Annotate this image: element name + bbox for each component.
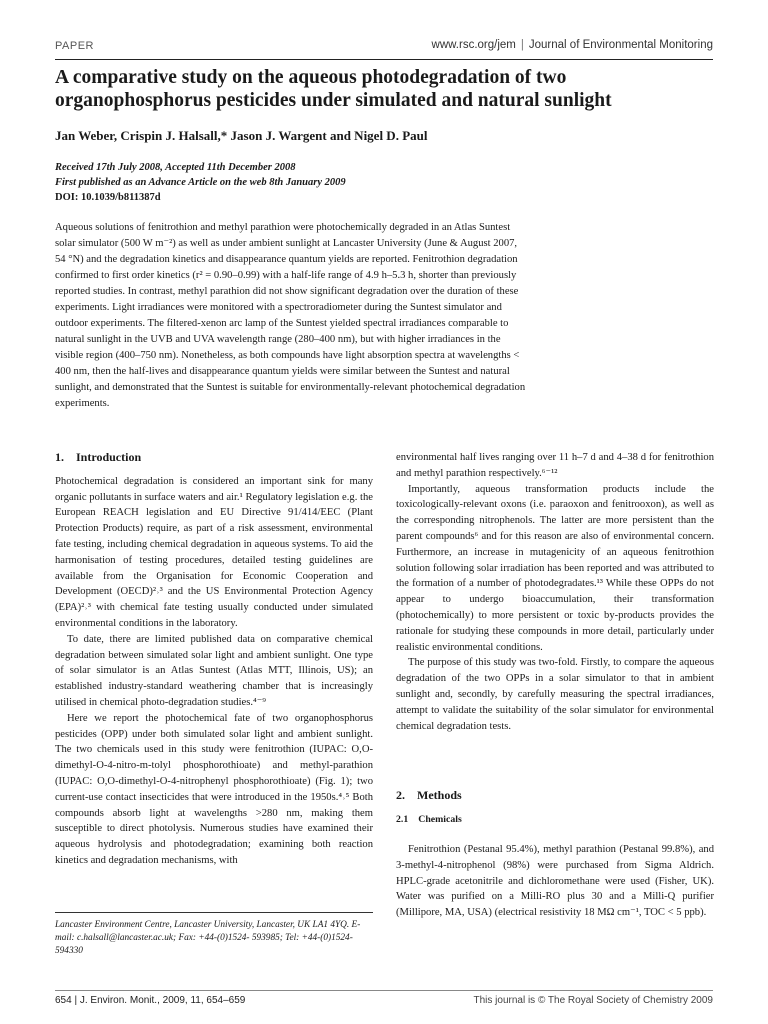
section-heading-introduction bbox=[55, 450, 373, 466]
journal-header bbox=[432, 39, 713, 51]
intro-paragraph-6: The purpose of this study was two-fold. Firstly, to compare the aqueous degradation of the two OPPs in a solar simulator to that in ambient sunlight and, secondly, by carefully measuring the spectral irradiances, attempt to validate the suitability of the solar simulator for environmental chemical degradation tests. bbox=[396, 657, 714, 732]
section-heading-methods bbox=[396, 788, 714, 804]
section-number: 1. bbox=[55, 450, 64, 464]
right-column bbox=[396, 450, 714, 921]
header-rule bbox=[55, 59, 713, 60]
subsection-number: 2.1 bbox=[396, 814, 409, 826]
header-separator: | bbox=[520, 39, 524, 51]
affiliation-footnote: Lancaster Environment Centre, Lancaster University, Lancaster, UK LA1 4YQ. E-mail: c.halsall@lancaster.ac.uk; Fax: +44-(0)1524- 593985; Tel: +44-(0)1524-594330 bbox=[55, 920, 361, 956]
intro-paragraph-3: Here we report the photochemical fate of two organophosphorus pesticides (OPP) under both simulated solar light and ambient sunlight. The two chemicals used in this study were fenitrothion (IUPAC: O,O-dimethyl-O-4-nitro-m-tolyl phosphorothioate) and methyl-parathion (IUPAC: O,O-dimethyl-O-4-nitrophenyl phosphorothioate) (Fig. 1); two current-use contact insecticides that were introduced in the 1950s.⁴˒⁵ Both compounds absorb light at wavelengths >280 nm, making them susceptible to direct photolysis. Numerous studies have examined their aqueous hydrolysis and photodegradation; examining both reaction kinetics and degradation mechanisms, with bbox=[55, 712, 373, 866]
section-title: Methods bbox=[417, 788, 462, 803]
abstract: Aqueous solutions of fenitrothion and methyl parathion were photochemically degraded in an Atlas Suntest solar simulator (500 W m⁻²) as well as under ambient sunlight at Lancaster University (June & August 2007, 54 °N) and the degradation kinetics and disappearance quantum yields are reported. Fenitrothion degradation confirmed to first order kinetics (r² = 0.90–0.99) with a half-life range of 4.9 h–5.3 h, shorter than previously reported studies. In contrast, methyl parathion did not show significant degradation over the duration of these experiments. Light irradiances were monitored with a spectroradiometer during the Suntest simulator and outdoor experiments. The filtered-xenon arc lamp of the Suntest yielded spectral irradiances comparable to natural sunlight in the UVB and UVA wavelength range (280–400 nm), but with higher irradiances in the visible region (400–750 nm). Nonetheless, as both compounds have light absorption spectra at wavelengths < 400 nm, then the half-lives and disappearance quantum yields were similar between the Suntest and natural sunlight, and demonstrated that the Suntest is suitable for environmentally-relevant photochemical degradation experiments. bbox=[55, 222, 526, 409]
article-type-label: PAPER bbox=[55, 40, 94, 52]
methods-paragraph-1: Fenitrothion (Pestanal 95.4%), methyl parathion (Pestanal 99.8%), and 3-methyl-4-nitrophenol (98%) were purchased from Sigma Aldrich. HPLC-grade acetonitrile and dichloromethane were used (Fisher, UK). Water was purified on a Milli-RO plus 30 and a Milli-Q purifier (Millipore, MA, USA) (electrical resistivity 18 MΩ cm⁻¹, TOC < 5 ppb). bbox=[396, 843, 714, 919]
doi-link[interactable]: DOI: 10.1039/b811387d bbox=[55, 192, 161, 203]
footnote-rule bbox=[55, 912, 373, 913]
footer-citation: 654 | J. Environ. Monit., 2009, 11, 654–659 bbox=[55, 995, 246, 1006]
footer-copyright: This journal is © The Royal Society of Chemistry 2009 bbox=[473, 995, 713, 1006]
published-date: First published as an Advance Article on the web 8th January 2009 bbox=[55, 177, 346, 188]
left-column bbox=[55, 450, 373, 869]
section-title: Introduction bbox=[76, 450, 142, 464]
intro-paragraph-4: environmental half lives ranging over 11 h–7 d and 4–38 d for fenitrothion and methyl parathion respectively.⁶⁻¹² bbox=[396, 452, 714, 479]
received-date: Received 17th July 2008, Accepted 11th December 2008 bbox=[55, 162, 296, 173]
journal-name: Journal of Environmental Monitoring bbox=[528, 39, 713, 51]
section-number: 2. bbox=[396, 788, 405, 803]
intro-paragraph-2: To date, there are limited published data on comparative chemical degradation between simulated solar light and ambient sunlight. One type of solar simulator is an Atlas Suntest (Atlas MTT, Illinois, US); an established industry-standard weathering chamber that is increasingly utilised in chemical photo-degradation studies.⁴⁻⁹ bbox=[55, 633, 373, 708]
author-list: Jan Weber, Crispin J. Halsall,* Jason J. Wargent and Nigel D. Paul bbox=[55, 128, 428, 143]
section-spacer bbox=[396, 734, 714, 788]
article-history bbox=[55, 160, 346, 205]
intro-paragraph-1: Photochemical degradation is considered an important sink for many organic pollutants in surface waters and air.¹ Regulatory legislation e.g. the European REACH legislation and EU Directive 91/414/EEC (Plant Protection Products) require, as part of a risk assessment, environmental fate testing, including chemical degradation in aqueous systems. To aid the harmonisation of testing procedures, detailed testing guidelines are available from the Organisation for Economic Cooperation and Development (OECD)²˒³ and the US Environmental Protection Agency (EPA)²˒³ with chemical fate testing usually conducted under simulated environmental conditions in the laboratory. bbox=[55, 475, 373, 629]
subsection-heading-chemicals bbox=[396, 812, 714, 828]
footer-rule bbox=[55, 990, 713, 991]
page-header bbox=[55, 36, 713, 58]
article-title: A comparative study on the aqueous photodegradation of two organophosphorus pesticides under simulated and natural sunlight bbox=[55, 67, 612, 111]
journal-url-link[interactable]: www.rsc.org/jem bbox=[431, 39, 516, 51]
subsection-title: Chemicals bbox=[418, 814, 462, 826]
intro-paragraph-5: Importantly, aqueous transformation products include the toxicologically-relevant oxons (i.e. paraoxon and fenitrooxon), as well as the corresponding nitrophenols. The latter are more persistent than the parent compounds⁶ and for this reason are also of environmental concern. Furthermore, an increase in mutagenicity of an aqueous fenitrothion solution following solar irradiation has been reported and was attributed to the formation of a number of photodegradates.¹³ While these OPPs do not appear to undergo bioaccumulation, their transformation (photochemically) to more persistent or toxic by-products provides the rationale for studying these compounds in more detail, particularly under realistic environmental conditions. bbox=[396, 483, 714, 653]
